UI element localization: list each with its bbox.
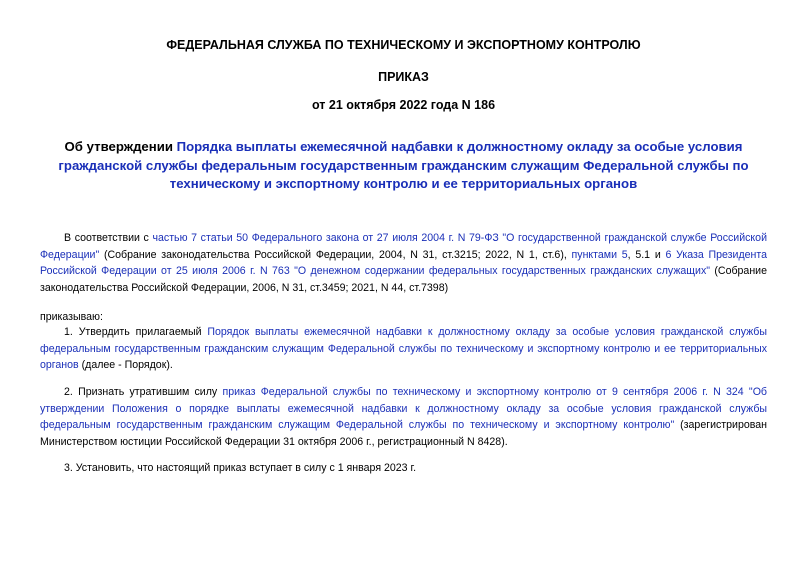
document-type: ПРИКАЗ (378, 70, 429, 84)
decree-763-link[interactable]: 6 Указа Президента Российской Федерации от 25 июля 2006 г. N 763 "О денежном содержании федеральных государственных гражданских служащих" (40, 248, 767, 277)
preamble-paragraph (40, 230, 767, 296)
document-title (40, 138, 767, 194)
item-2-text-1: 2. Признать утратившим силу (64, 386, 223, 398)
preamble-text-4: (Собрание законодательства Российской Федерации, 2006, N 31, ст.3459; 2021, N 44, ст.7398) (40, 265, 767, 294)
title-prefix: Об утверждении (64, 139, 177, 154)
preamble-text-2: (Собрание законодательства Российской Федерации, 2004, N 31, ст.3215; 2022, N 1, ст.6), (99, 248, 572, 261)
points-5-link[interactable]: пунктами 5 (571, 248, 628, 261)
procedure-link[interactable]: Порядок выплаты ежемесячной надбавки к должностному окладу за особые условия гражданской службы федеральным государственным гражданским служащим Федеральной службы по техническому и экспортному контролю и ее территориальных органов (40, 326, 767, 371)
item-1-text-1: 1. Утвердить прилагаемый (64, 326, 208, 338)
order-324-link[interactable]: приказ Федеральной службы по техническому и экспортному контролю от 9 сентября 2006 г. N 324 "Об утверждении Положения о порядке выплаты ежемесячной надбавки к должностному окладу за особые условия гражданской службы федеральным государственным гражданским служащим Федеральной службы по техническому и экспортному контролю" (40, 386, 767, 431)
item-1-text-2: (далее - Порядок). (78, 359, 173, 371)
title-order-link[interactable]: Порядка выплаты ежемесячной надбавки к должностному окладу за особые условия гражданской службы федеральным государственным гражданским служащим Федеральной службы по техническому и экспортному контролю и ее территориальных органов (58, 139, 749, 191)
federal-law-79-link[interactable]: частью 7 статьи 50 Федерального закона от 27 июля 2004 г. N 79-ФЗ "О государственной гражданской службе Российской Федерации" (40, 232, 767, 261)
preamble-text-3: , 5.1 и (627, 248, 666, 261)
orders-line: приказываю: (40, 311, 103, 323)
item-2-text-2: (зарегистрирован Министерством юстиции Российской Федерации 31 октября 2006 г., регистрационный N 8428). (40, 419, 767, 448)
preamble-text-1: В соответствии с (64, 232, 153, 244)
document-date-number: от 21 октября 2022 года N 186 (311, 98, 496, 112)
item-2-paragraph (40, 384, 767, 450)
item-1-paragraph (40, 324, 767, 374)
agency-name: ФЕДЕРАЛЬНАЯ СЛУЖБА ПО ТЕХНИЧЕСКОМУ И ЭКСПОРТНОМУ КОНТРОЛЮ (166, 38, 641, 52)
item-3-paragraph: 3. Установить, что настоящий приказ вступает в силу с 1 января 2023 г. (64, 462, 417, 474)
